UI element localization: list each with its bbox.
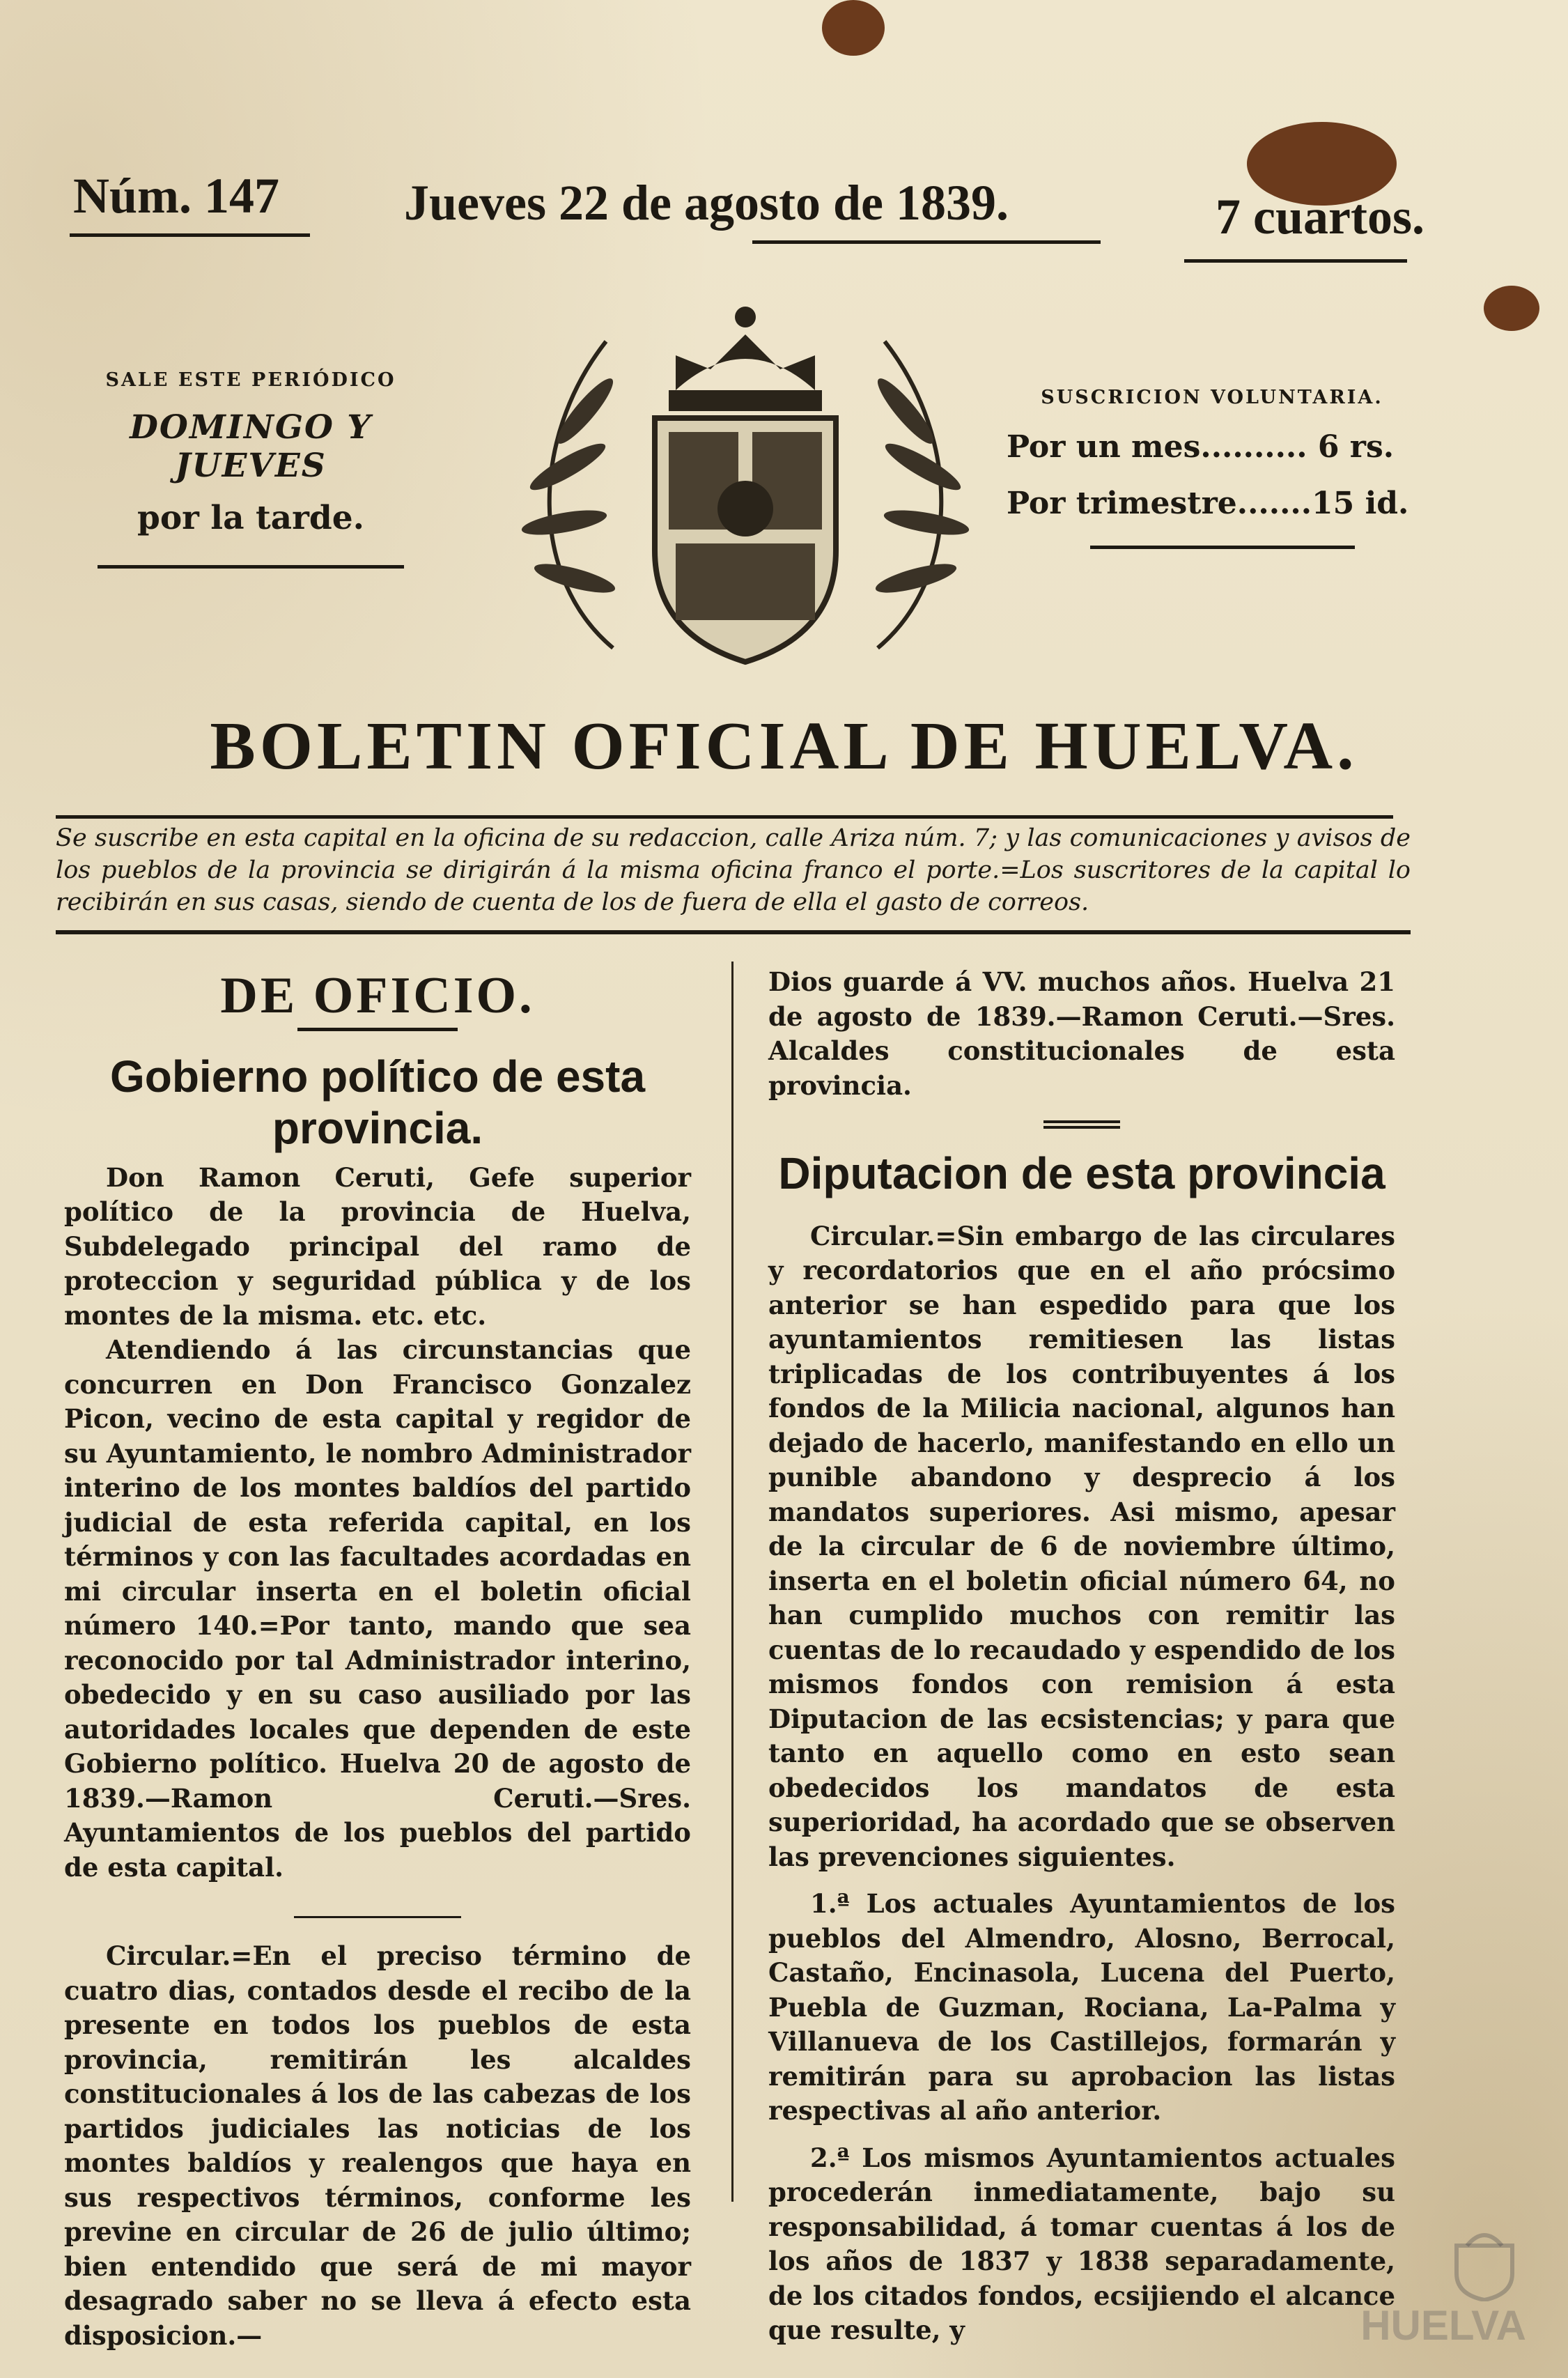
paragraph-separator bbox=[294, 1916, 461, 1918]
watermark-text: HUELVA bbox=[1360, 2302, 1526, 2349]
ink-stain-right bbox=[1484, 286, 1539, 331]
notice-bottom-rule bbox=[56, 930, 1411, 934]
schedule-underline bbox=[98, 565, 404, 569]
subscription-box bbox=[1007, 387, 1418, 549]
watermark-crest-icon bbox=[1443, 2225, 1526, 2301]
publication-schedule bbox=[56, 369, 446, 569]
ink-stain-top bbox=[822, 0, 885, 56]
section-rule bbox=[297, 1028, 458, 1031]
diputacion-item-2: 2.ª Los mismos Ayuntamientos actuales procederán inmediatamente, bajo su responsabilidad, á tomar cuentas á los de los años de 1837 y 1838 separadamente, de los citados fondos, ecsijiendo el alcance que resulte, y bbox=[768, 2142, 1395, 2345]
issue-date: Jueves 22 de agosto de 1839. bbox=[404, 175, 1009, 231]
price-month: Por un mes.......... 6 rs. bbox=[1007, 429, 1395, 465]
schedule-days: DOMINGO Y JUEVES bbox=[130, 408, 372, 485]
newspaper-title: BOLETIN OFICIAL DE HUELVA. bbox=[210, 709, 1358, 784]
subscription-title: SUSCRICION VOLUNTARIA. bbox=[1041, 387, 1383, 408]
diputacion-paragraph-1: Circular.=Sin embargo de las circulares y recordatorios que en el año prócsimo anterior se han espedido para que los ayuntamientos remitiesen las listas triplicadas de los contribuyentes á los fondos de la Milicia nacional, algunos han dejado de hacerlo, manifestando en ello un punible abandono y desprecio á los mandatos superiores. Asi mismo, apesar de la circular de 6 de noviembre último, inserta en el boletin oficial número 64, no han cumplido muchos con remitir las cuentas de lo recaudado y espendido de los mismos fondos con remision á esta Diputacion de las ecsistencias; y para que tanto en aquello como en esto sean obedecidos los mandatos de esta superioridad, ha acordado que se observen las prevenciones siguientes. bbox=[768, 1220, 1395, 1872]
title-bottom-rule bbox=[56, 815, 1393, 819]
schedule-time: por la tarde. bbox=[137, 499, 365, 537]
diputacion-heading: Diputacion de esta provincia bbox=[778, 1148, 1385, 1198]
gobierno-paragraph-1: Atendiendo á las circunstancias que concurren en Don Francisco Gonzalez Picon, vecino de esta capital y regidor de su Ayuntamiento, le nombro Administrador interino de los montes baldíos del partido judicial de esta referida capital, en los términos y con las facultades acordadas en mi circular inserta en el boletin oficial número 140.=Por tanto, mando que sea reconocido por tal Administrador interino, obedecido y en su caso ausiliado por las autoridades locales que dependen de este Gobierno político. Huelva 20 de agosto de 1839.—Ramon Ceruti.—Sres. Ayuntamientos de los pueblos del partido de esta capital. bbox=[64, 1334, 691, 1883]
right-column bbox=[768, 965, 1395, 2348]
issue-number: Núm. 147 bbox=[73, 168, 280, 224]
masthead-row bbox=[66, 153, 1425, 245]
archive-watermark bbox=[1289, 2225, 1526, 2350]
gobierno-intro: Don Ramon Ceruti, Gefe superior político de la provincia de Huelva, Subdelegado principal del ramo de proteccion y seguridad pública y de los montes de la misma. etc. etc. bbox=[64, 1161, 691, 1331]
subscription-underline bbox=[1090, 546, 1355, 549]
diputacion-item-1: 1.ª Los actuales Ayuntamientos de los pueblos del Almendro, Alosno, Berrocal, Castaño, Encinasola, Lucena del Puerto, Puebla de Guzman, Rociana, La-Palma y Villanueva de los Castillejos, formarán y remitirán para su aprobacion las listas respectivas al año anterior. bbox=[768, 1888, 1395, 2126]
gobierno-heading: Gobierno político de esta provincia. bbox=[109, 1051, 646, 1153]
royal-crest-icon bbox=[502, 286, 989, 690]
double-rule bbox=[1043, 1120, 1120, 1129]
number-underline bbox=[70, 233, 310, 237]
section-heading-de-oficio: DE OFICIO. bbox=[220, 967, 535, 1024]
price-quarter: Por trimestre.......15 id. bbox=[1007, 486, 1409, 521]
circular-closing: Dios guarde á VV. muchos años. Huelva 21 de agosto de 1839.—Ramon Ceruti.—Sres. Alcaldes constitucionales de esta provincia. bbox=[768, 966, 1395, 1101]
issue-price: 7 cuartos. bbox=[1216, 189, 1425, 245]
date-underline bbox=[752, 240, 1101, 244]
price-underline bbox=[1184, 259, 1407, 263]
column-divider bbox=[731, 962, 733, 2202]
gobierno-paragraph-2: Circular.=En el preciso término de cuatro dias, contados desde el recibo de la presente en todos los pueblos de esta provincia, remitirán les alcaldes constitucionales á los de las cabezas de los partidos judiciales las noticias de los montes baldíos y realengos que haya en sus respectivos términos, conforme les previne en circular de 26 de julio último; bien entendido que será de mi mayor desagrado saber no se lleva á efecto esta disposicion.— bbox=[64, 1940, 691, 2351]
subscription-notice: Se suscribe en esta capital en la oficina de su redaccion, calle Ariza núm. 7; y las comunicaciones y avisos de los pueblos de la provincia se dirigirán á la misma oficina franco el porte.=Los suscritores de la capital lo recibirán en sus casas, siendo de cuenta de los de fuera de ella el gasto de correos. bbox=[56, 824, 1411, 916]
schedule-label: SALE ESTE PERIÓDICO bbox=[105, 369, 396, 391]
left-column bbox=[64, 965, 691, 2353]
